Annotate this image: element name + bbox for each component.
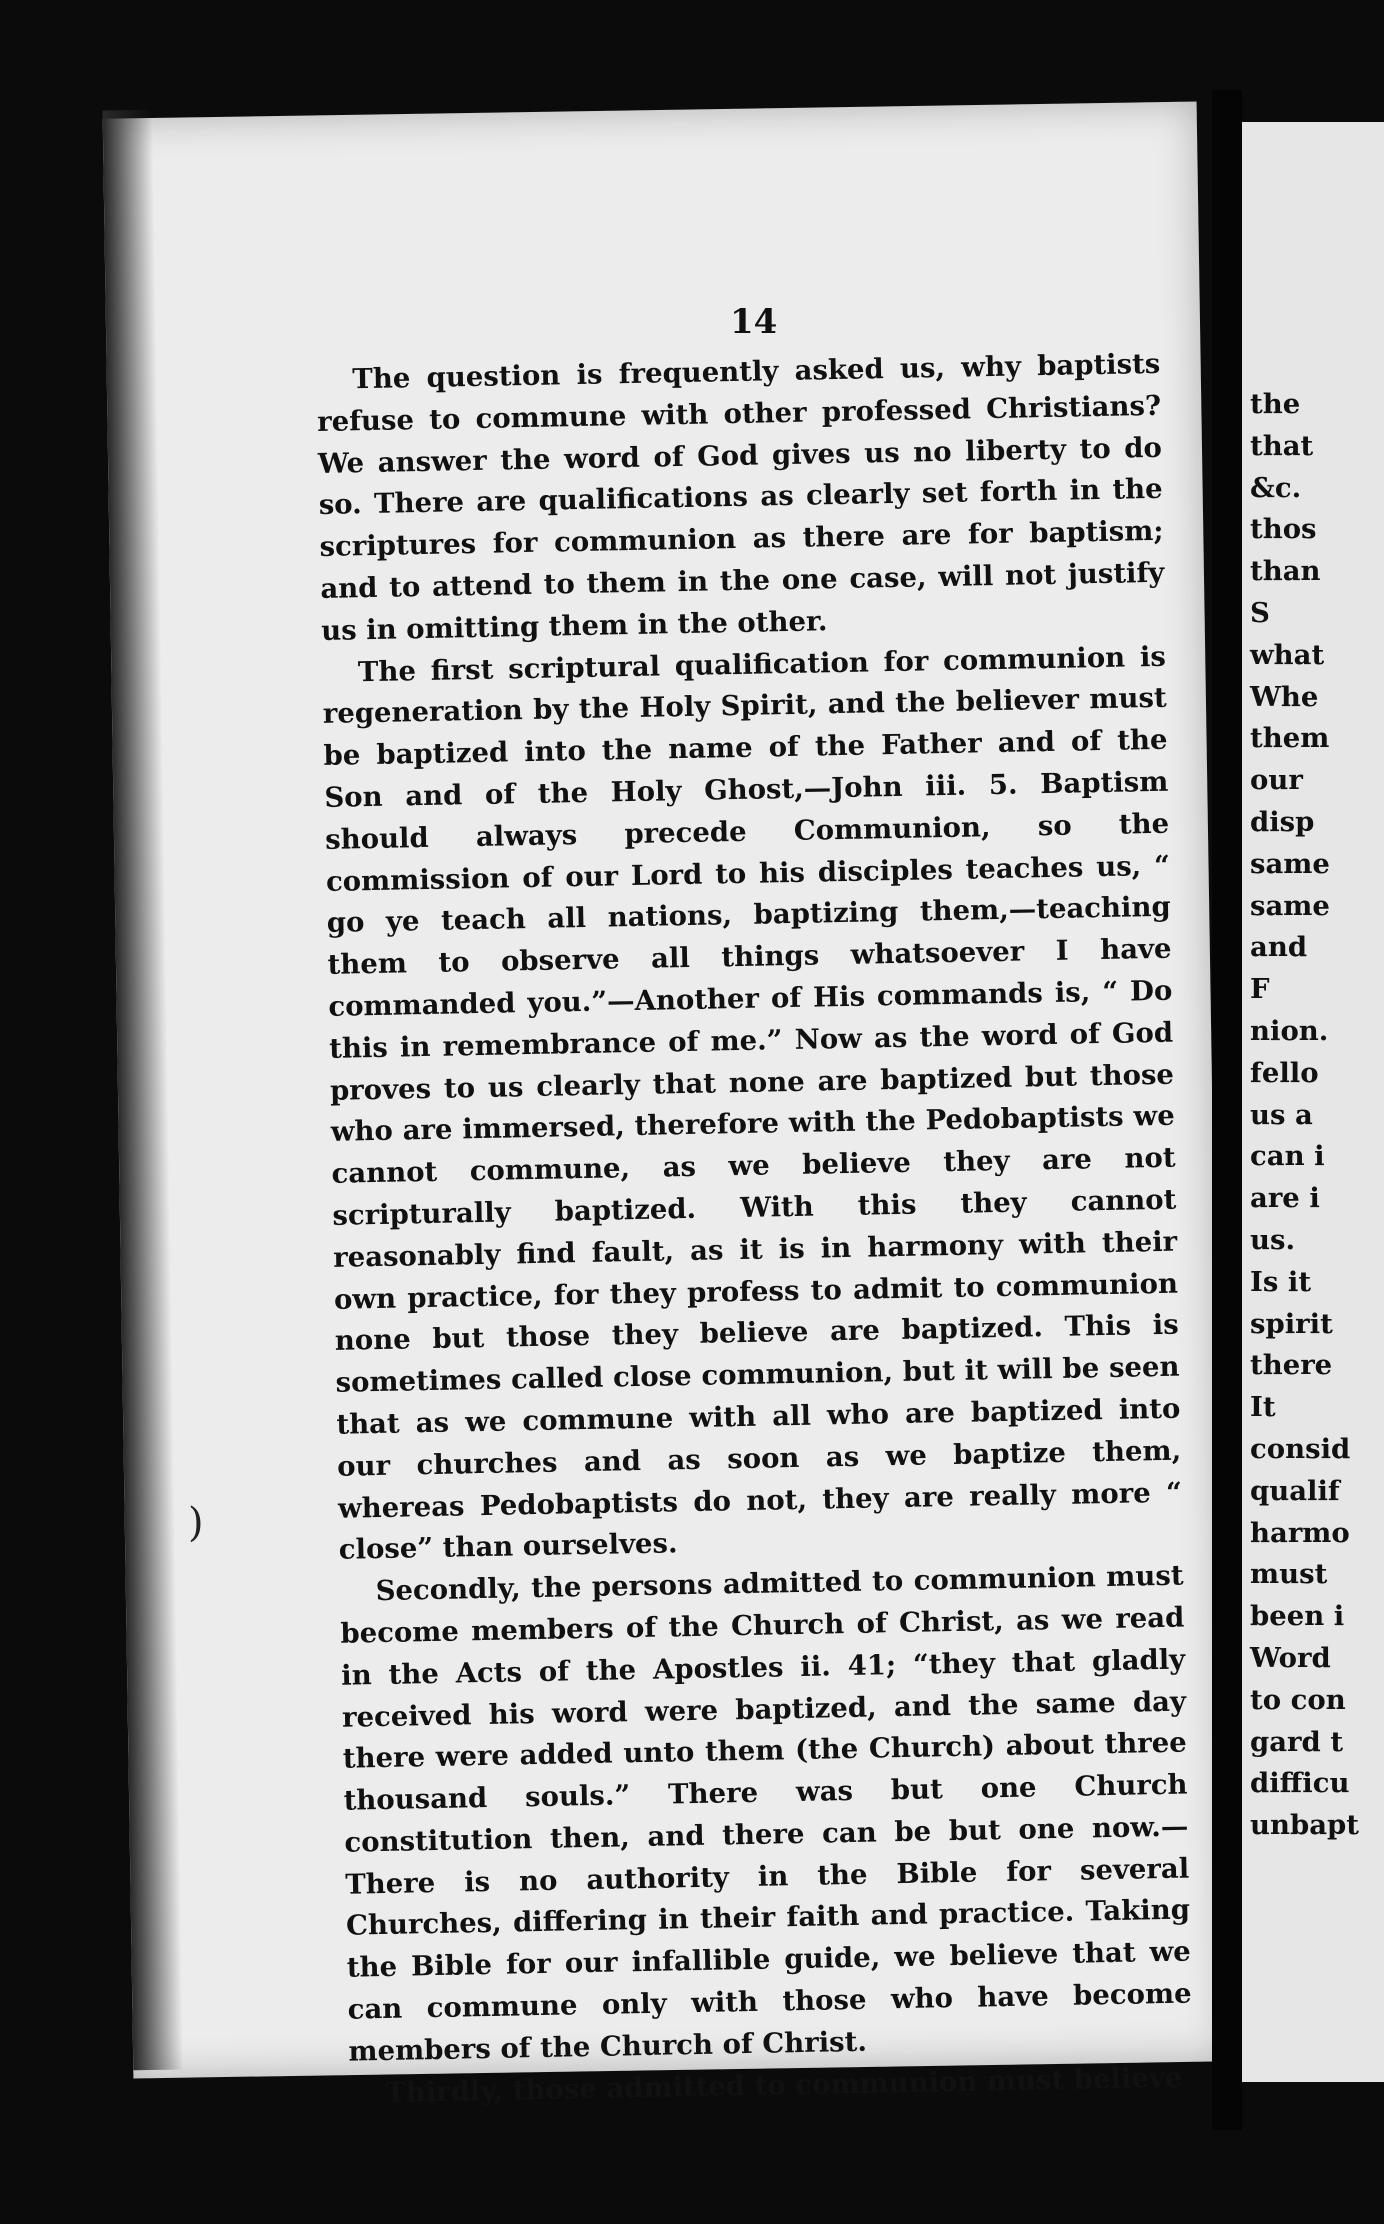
facing-page-line: S xyxy=(1250,596,1270,629)
paragraph: The first scriptural qualification for communion is regeneration by the Holy Spirit, and the believer must be baptized into the name of the Father and of the Son and of the Holy Ghost,—John iii. 5. Baptism should always precede Communion, so the commission of our Lord to his disciples teaches us, “ go ye teach all nations, baptizing them,—teaching them to observe all things whatsoever I have commanded you.”—Another of His commands is, “ Do this in remembrance of me.” Now as the word of God proves to us clearly that none are baptized but those who are immersed, therefore with the Pedobaptists we cannot commune, as we believe they are not scripturally baptized. With this they cannot reasonably find fault, as it is in harmony with their own practice, for they profess to admit to communion none but those they believe are baptized. This is sometimes called close communion, but it will be seen that as we commune with all who are baptized into our churches and as soon as we baptize them, whereas Pedobaptists do not, they are really more “ close” than ourselves. xyxy=(322,640,1183,1567)
facing-page-line: than xyxy=(1250,555,1321,588)
facing-page-line: disp xyxy=(1250,805,1315,838)
facing-page-line: difficu xyxy=(1250,1767,1350,1800)
book-gutter xyxy=(1212,90,1242,2130)
facing-page-line: are i xyxy=(1250,1182,1320,1215)
facing-page-line: been i xyxy=(1250,1600,1345,1633)
paragraph: Secondly, the persons admitted to communion must become members of the Church of Christ, as we read in the Acts of the Apostles ii. 41; “they that gladly received his word were baptized, and the same day there were added unto them (the Church) about three thousand souls.” There was but one Church constitution then, and there can be but one now.—There is no authority in the Bible for several Churches, differing in their faith and practice. Taking the Bible for our infallible guide, we believe that we can commune only with those who have become members of the Church of Christ. xyxy=(340,1559,1192,2068)
facing-page-line: consid xyxy=(1250,1432,1351,1465)
facing-page-line: our xyxy=(1250,764,1303,797)
facing-page-text xyxy=(1250,384,1359,1847)
facing-page-line: gard t xyxy=(1250,1725,1344,1758)
body-text xyxy=(316,344,1194,2115)
paragraph: Thirdly, those admitted to communion must believe xyxy=(384,2061,1183,2109)
facing-page-line: nion. xyxy=(1250,1014,1329,1047)
facing-page-line: the xyxy=(1250,388,1301,420)
facing-page-line: thos xyxy=(1250,513,1317,546)
facing-page-line: It xyxy=(1250,1391,1276,1424)
facing-page-line: us a xyxy=(1250,1098,1313,1131)
facing-page-line: fello xyxy=(1250,1056,1319,1089)
facing-page-line: F xyxy=(1250,973,1270,1006)
facing-page-line: there xyxy=(1250,1349,1333,1382)
facing-page-line: Word xyxy=(1250,1641,1331,1674)
facing-page-line: them xyxy=(1250,722,1330,755)
facing-page-line: to con xyxy=(1250,1683,1346,1716)
facing-page-line: same xyxy=(1250,889,1330,922)
facing-page-line: qualif xyxy=(1250,1474,1340,1507)
facing-page-line: us. xyxy=(1250,1223,1296,1256)
facing-page-fragment xyxy=(1242,122,1384,2082)
facing-page-line: what xyxy=(1250,638,1325,671)
page-number: 14 xyxy=(730,302,778,342)
facing-page-line: must xyxy=(1250,1558,1328,1591)
facing-page-line: spirit xyxy=(1250,1307,1333,1340)
facing-page-line: harmo xyxy=(1250,1516,1350,1549)
facing-page-line: Whe xyxy=(1250,680,1319,713)
paragraph: The question is frequently asked us, why baptists refuse to commune with other professed Christians? We answer the word of God gives us no liberty to do so. There are qualifications as clearly set forth in the scriptures for communion as there are for baptism; and to attend to them in the one case, will not justify us in omitting them in the other. xyxy=(316,347,1165,647)
facing-page-line: can i xyxy=(1250,1140,1325,1173)
facing-page-line: unbapt xyxy=(1250,1809,1359,1842)
facing-page-line: that xyxy=(1250,429,1314,462)
margin-pencil-mark: ) xyxy=(188,1500,204,1546)
facing-page-line: same xyxy=(1250,847,1330,880)
facing-page-line: &c. xyxy=(1250,471,1302,504)
facing-page-line: and xyxy=(1250,931,1308,964)
facing-page-line: Is it xyxy=(1250,1265,1312,1298)
